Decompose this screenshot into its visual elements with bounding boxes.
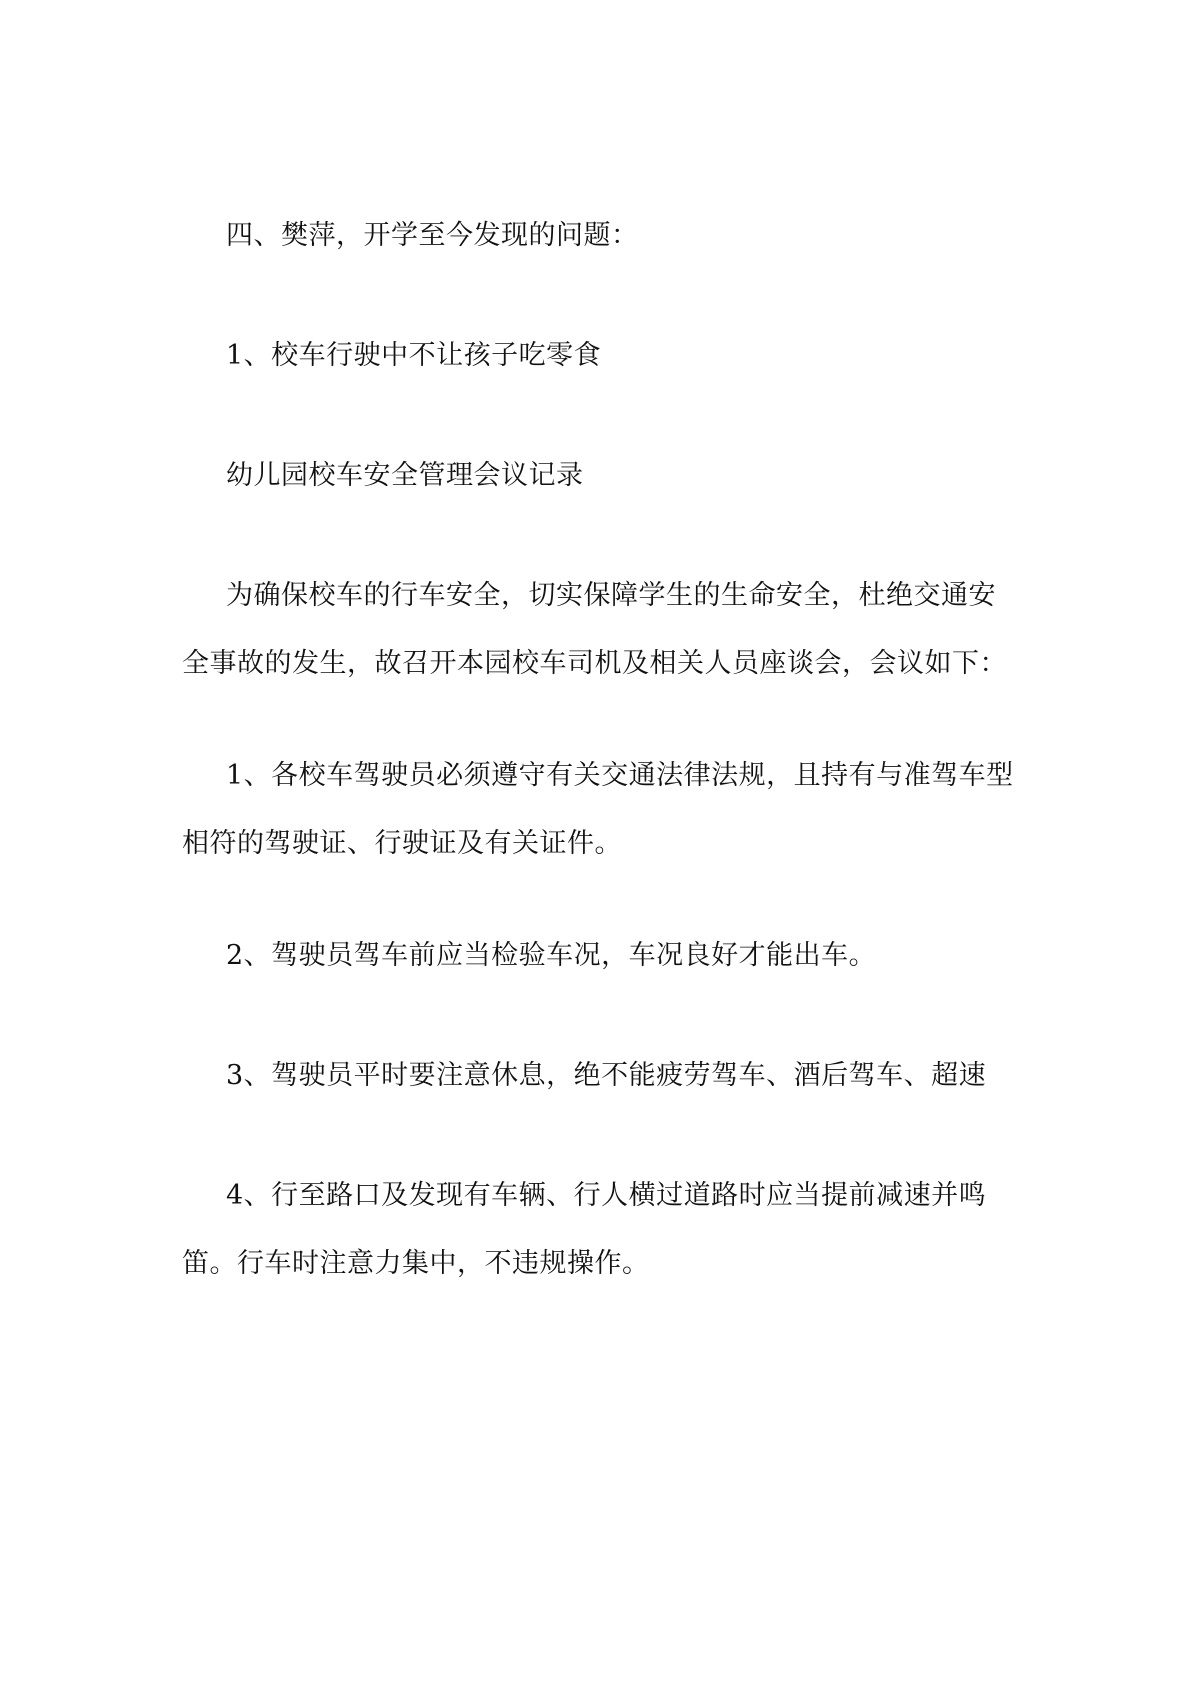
rule-item-3: 3、驾驶员平时要注意休息，绝不能疲劳驾车、酒后驾车、超速 bbox=[226, 1060, 987, 1091]
issue-item-1: 1、校车行驶中不让孩子吃零食 bbox=[226, 340, 602, 371]
intro-paragraph: 为确保校车的行车安全，切实保障学生的生命安全，杜绝交通安全事故的发生，故召开本园校车司机及相关人员座谈会，会议如下： bbox=[182, 580, 1007, 679]
meeting-title: 幼儿园校车安全管理会议记录 bbox=[226, 460, 584, 491]
rule-item-2: 2、驾驶员驾车前应当检验车况，车况良好才能出车。 bbox=[226, 940, 877, 971]
section-heading-fan-ping: 四、樊萍，开学至今发现的问题： bbox=[226, 220, 639, 251]
rule-item-1: 1、各校车驾驶员必须遵守有关交通法律法规，且持有与准驾车型相符的驾驶证、行驶证及有关证件。 bbox=[182, 760, 1014, 859]
rule-item-4: 4、行至路口及发现有车辆、行人横过道路时应当提前减速并鸣笛。行车时注意力集中，不违规操作。 bbox=[182, 1180, 987, 1279]
